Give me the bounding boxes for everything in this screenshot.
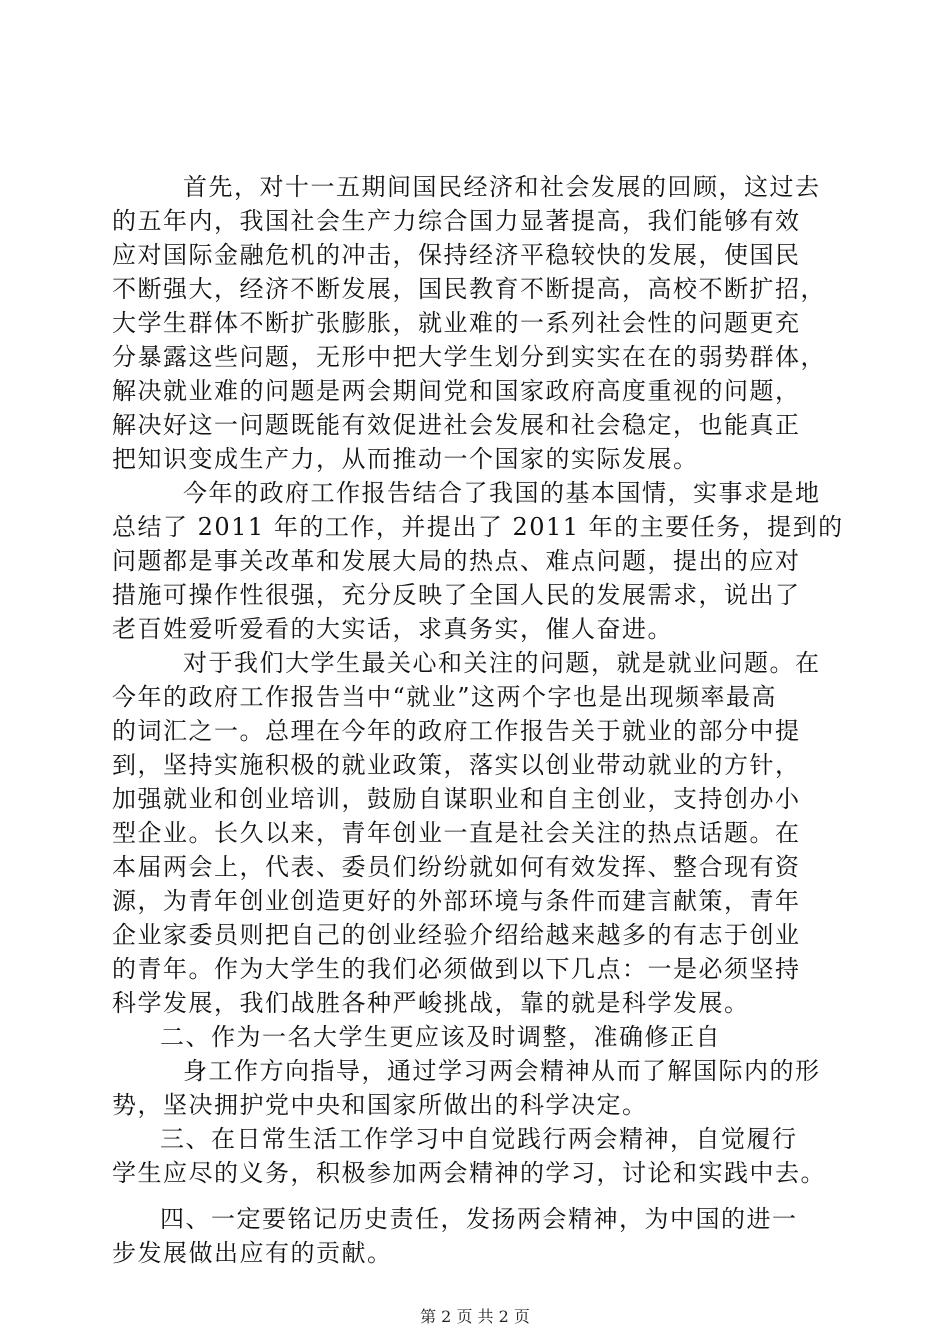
paragraph-line: 势，坚决拥护党中央和国家所做出的科学决定。: [112, 1091, 648, 1119]
paragraph-line: 不断强大，经济不断发展，国民教育不断提高，高校不断扩招，: [112, 275, 826, 303]
paragraph-line: 大学生群体不断扩张膨胀，就业难的一系列社会性的问题更充: [112, 309, 801, 337]
paragraph-line: 学生应尽的义务，积极参加两会精神的学习，讨论和实践中去。: [112, 1159, 826, 1187]
paragraph-line: 加强就业和创业培训，鼓励自谋职业和自主创业，支持创办小: [112, 785, 801, 813]
paragraph-line: 今年的政府工作报告结合了我国的基本国情，实事求是地: [183, 479, 821, 507]
paragraph-line: 分暴露这些问题，无形中把大学生划分到实实在在的弱势群体，: [112, 343, 826, 371]
paragraph-line: 今年的政府工作报告当中“就业”这两个字也是出现频率最高: [112, 683, 778, 711]
paragraph-line: 四、一定要铭记历史责任，发扬两会精神，为中国的进一: [160, 1205, 798, 1233]
paragraph-line: 源，为青年创业创造更好的外部环境与条件而建言献策，青年: [112, 887, 801, 915]
paragraph-line: 措施可操作性很强，充分反映了全国人民的发展需求，说出了: [112, 581, 801, 609]
page-footer: 第 2 页 共 2 页: [420, 1307, 530, 1326]
paragraph-line: 的五年内，我国社会生产力综合国力显著提高，我们能够有效: [112, 207, 801, 235]
paragraph-line: 解决好这一问题既能有效促进社会发展和社会稳定，也能真正: [112, 411, 801, 439]
paragraph-line: 问题都是事关改革和发展大局的热点、难点问题，提出的应对: [112, 547, 801, 575]
paragraph-line: 把知识变成生产力，从而推动一个国家的实际发展。: [112, 445, 699, 473]
paragraph-line: 三、在日常生活工作学习中自觉践行两会精神，自觉履行: [160, 1125, 798, 1153]
paragraph-line: 的青年。作为大学生的我们必须做到以下几点：一是必须坚持: [112, 955, 801, 983]
paragraph-line: 首先，对十一五期间国民经济和社会发展的回顾，这过去: [183, 173, 821, 201]
paragraph-line: 步发展做出应有的贡献。: [112, 1239, 393, 1267]
paragraph-line: 科学发展，我们战胜各种严峻挑战，靠的就是科学发展。: [112, 989, 750, 1017]
paragraph-line: 解决就业难的问题是两会期间党和国家政府高度重视的问题，: [112, 377, 801, 405]
paragraph-line: 到，坚持实施积极的就业政策，落实以创业带动就业的方针，: [112, 751, 801, 779]
paragraph-line: 对于我们大学生最关心和关注的问题，就是就业问题。在: [183, 649, 821, 677]
paragraph-line: 本届两会上，代表、委员们纷纷就如何有效发挥、整合现有资: [112, 853, 801, 881]
paragraph-line: 总结了 2011 年的工作，并提出了 2011 年的主要任务，提到的: [112, 513, 844, 541]
paragraph-line: 的词汇之一。总理在今年的政府工作报告关于就业的部分中提: [112, 717, 801, 745]
paragraph-line: 企业家委员则把自己的创业经验介绍给越来越多的有志于创业: [112, 921, 801, 949]
paragraph-line: 老百姓爱听爱看的大实话，求真务实，催人奋进。: [112, 615, 673, 643]
paragraph-line: 应对国际金融危机的冲击，保持经济平稳较快的发展，使国民: [112, 241, 801, 269]
paragraph-line: 身工作方向指导，通过学习两会精神从而了解国际内的形: [183, 1057, 821, 1085]
paragraph-line: 型企业。长久以来，青年创业一直是社会关注的热点话题。在: [112, 819, 801, 847]
paragraph-line: 二、作为一名大学生更应该及时调整，准确修正自: [160, 1023, 721, 1051]
